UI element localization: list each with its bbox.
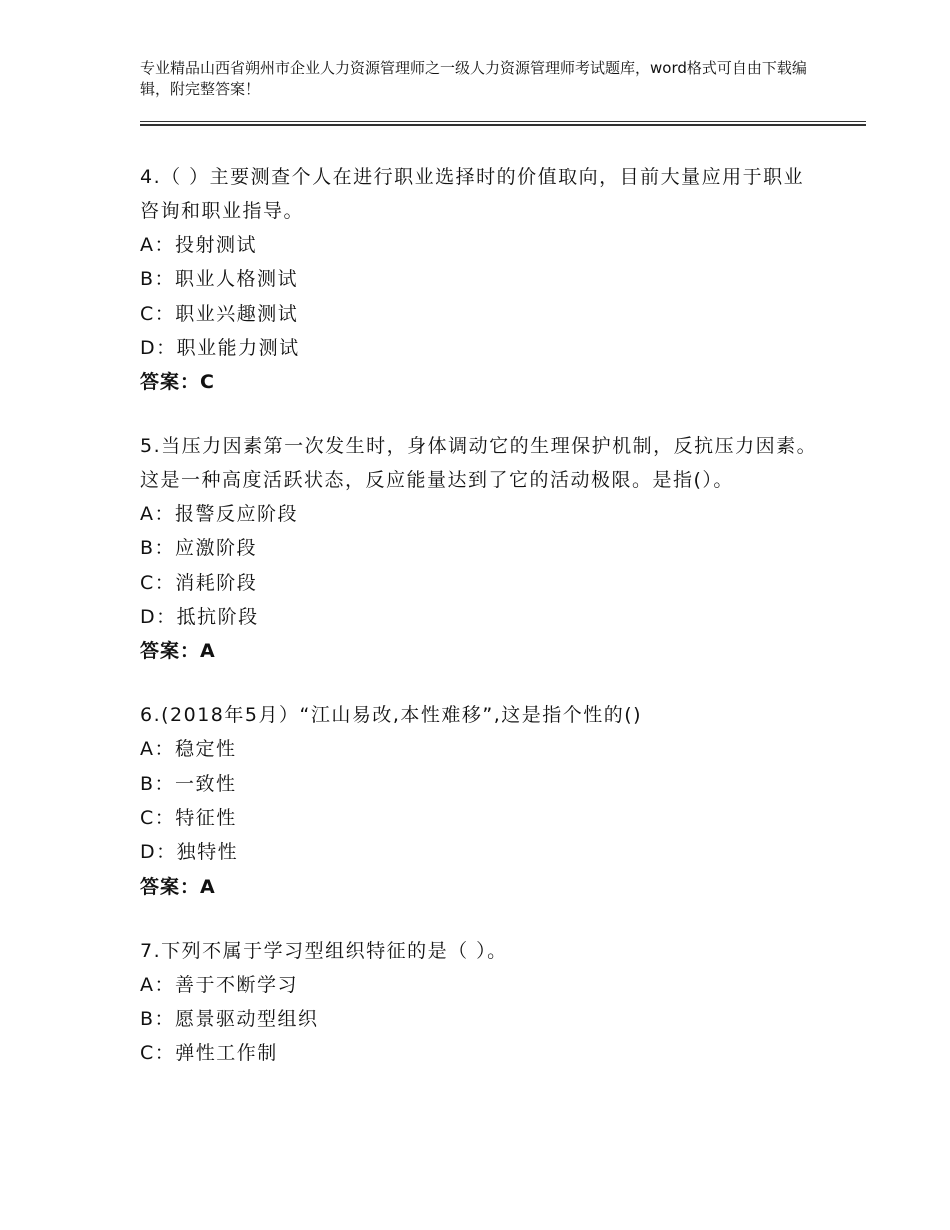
question-stem: 7.下列不属于学习型组织特征的是（ ）。 xyxy=(140,939,508,962)
question-list xyxy=(140,160,820,1100)
option-a: A：报警反应阶段 xyxy=(140,503,298,526)
option-d: D：职业能力测试 xyxy=(140,336,300,359)
option-b: B：应激阶段 xyxy=(140,537,258,560)
header-title: 专业精品山西省朔州市企业人力资源管理师之一级人力资源管理师考试题库，word格式可自由下载编辑，附完整答案！ xyxy=(140,59,807,98)
option-c: C：特征性 xyxy=(140,806,237,829)
header-divider-top xyxy=(140,121,866,122)
question-6 xyxy=(140,698,820,903)
option-c: C：消耗阶段 xyxy=(140,571,258,594)
option-d: D：独特性 xyxy=(140,841,239,864)
answer-label: 答案：C xyxy=(140,371,215,394)
option-c: C：职业兴趣测试 xyxy=(140,302,299,325)
question-5 xyxy=(140,429,820,668)
option-b: B：愿景驱动型组织 xyxy=(140,1007,319,1030)
answer-label: 答案：A xyxy=(140,875,216,898)
option-a: A：稳定性 xyxy=(140,738,237,761)
answer-label: 答案：A xyxy=(140,640,216,663)
option-c: C：弹性工作制 xyxy=(140,1042,278,1065)
option-b: B：一致性 xyxy=(140,772,237,795)
document-header xyxy=(140,58,830,100)
question-stem: 4.（ ）主要测查个人在进行职业选择时的价值取向，目前大量应用于职业咨询和职业指导。 xyxy=(140,166,805,222)
option-a: A：投射测试 xyxy=(140,234,257,256)
question-4 xyxy=(140,160,820,399)
question-7 xyxy=(140,934,820,1071)
question-stem: 5.当压力因素第一次发生时，身体调动它的生理保护机制，反抗压力因素。这是一种高度活跃状态，反应能量达到了它的活动极限。是指(）。 xyxy=(140,435,818,492)
header-divider-bottom xyxy=(140,124,866,126)
option-a: A：善于不断学习 xyxy=(140,973,298,996)
question-stem: 6.(2018年5月）“江山易改,本性难移”,这是指个性的() xyxy=(140,704,643,727)
option-d: D：抵抗阶段 xyxy=(140,606,259,629)
option-b: B：职业人格测试 xyxy=(140,268,299,291)
